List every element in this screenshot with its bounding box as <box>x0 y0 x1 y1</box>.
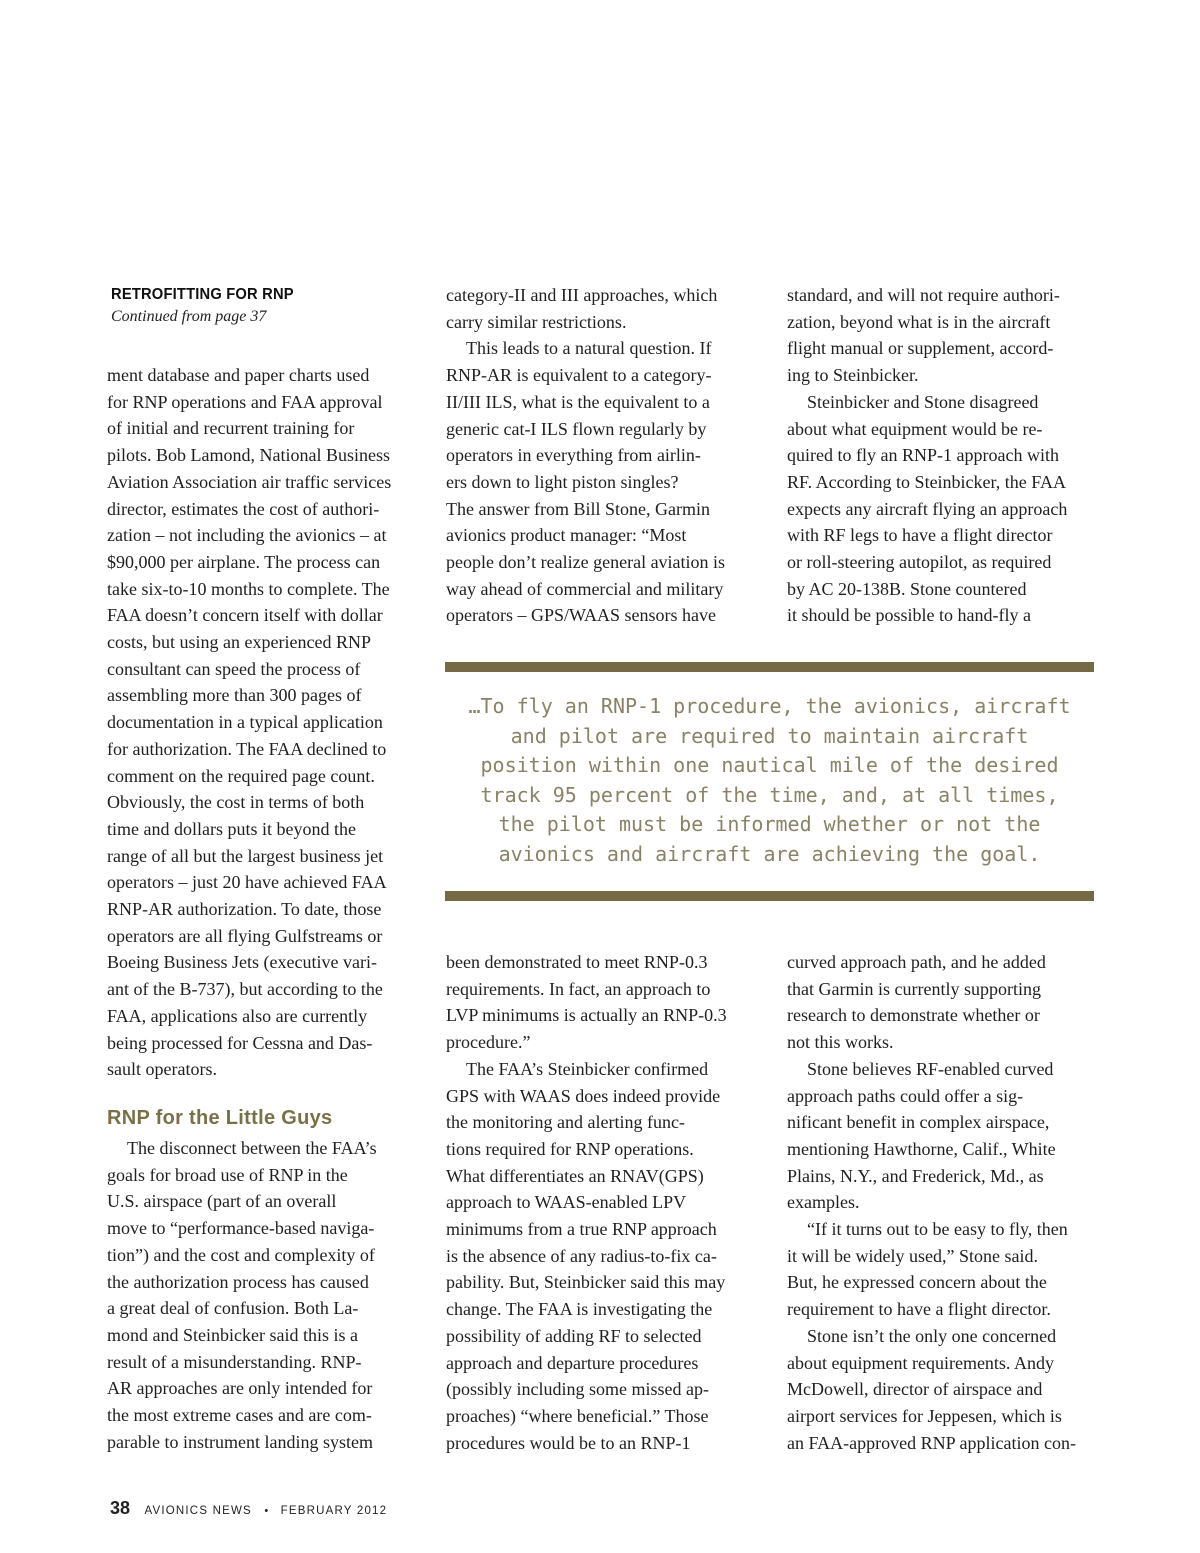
text-line: requirements. In fact, an approach to <box>446 978 711 999</box>
text-line: been demonstrated to meet RNP-0.3 <box>446 952 708 972</box>
text-line: approach and departure procedures <box>446 1352 699 1373</box>
text-line: for RNP operations and FAA approval <box>107 391 383 412</box>
text-line: $90,000 per airplane. The process can <box>107 551 381 572</box>
text-line: director, estimates the cost of authori- <box>107 498 380 519</box>
text-line: But, he expressed concern about the <box>787 1272 1047 1293</box>
text-line: RNP-AR authorization. To date, those <box>107 899 382 920</box>
section-kicker: RETROFITTING FOR RNP <box>111 286 294 303</box>
text-line: a great deal of confusion. Both La- <box>107 1298 359 1319</box>
text-line: GPS with WAAS does indeed provide <box>446 1085 721 1106</box>
issue-date: FEBRUARY 2012 <box>280 1505 388 1517</box>
text-line: is the absence of any radius-to-fix ca- <box>446 1245 717 1266</box>
text-line: it will be widely used,” Stone said. <box>787 1245 1038 1266</box>
text-line: for authorization. The FAA declined to <box>107 738 387 759</box>
text-line: procedures would be to an RNP-1 <box>446 1432 691 1453</box>
text-line: McDowell, director of airspace and <box>787 1379 1043 1400</box>
text-line: documentation in a typical application <box>107 712 383 733</box>
text-line: (possibly including some missed ap- <box>446 1379 709 1400</box>
text-line: RF. According to Steinbicker, the FAA <box>787 471 1066 492</box>
text-line: flight manual or supplement, accord- <box>787 338 1054 359</box>
column-1-bottom <box>107 1135 377 1455</box>
text-line: by AC 20-138B. Stone countered <box>787 578 1027 599</box>
text-line: about what equipment would be re- <box>787 418 1043 439</box>
text-line: change. The FAA is investigating the <box>446 1299 713 1320</box>
text-line: U.S. airspace (part of an overall <box>107 1191 337 1212</box>
text-line: Aviation Association air traffic services <box>107 471 392 492</box>
continued-from-note: Continued from page 37 <box>111 308 267 325</box>
text-line: result of a misunderstanding. RNP- <box>107 1351 362 1372</box>
text-line: about equipment requirements. Andy <box>787 1352 1054 1373</box>
text-line: Stone believes RF-enabled curved <box>807 1058 1054 1079</box>
text-line: costs, but using an experienced RNP <box>107 632 371 653</box>
text-line: LVP minimums is actually an RNP-0.3 <box>446 1005 727 1026</box>
column-1-top <box>107 362 391 1083</box>
text-line: comment on the required page count. <box>107 765 375 786</box>
pullquote-bottom-rule <box>445 891 1094 901</box>
publication-name: AVIONICS NEWS <box>144 1505 252 1517</box>
text-line: Obviously, the cost in terms of both <box>107 792 365 813</box>
text-line: with RF legs to have a flight director <box>787 525 1053 546</box>
text-line: zation, beyond what is in the aircraft <box>787 311 1051 332</box>
text-line: proaches) “where beneficial.” Those <box>446 1405 709 1426</box>
text-line: examples. <box>787 1192 860 1213</box>
text-line: RNP-AR is equivalent to a category- <box>446 365 712 386</box>
text-line: approach paths could offer a sig- <box>787 1085 1024 1106</box>
text-line: standard, and will not require authori- <box>787 285 1060 305</box>
text-line: operators – just 20 have achieved FAA <box>107 872 387 893</box>
page-footer <box>110 1498 387 1519</box>
text-line: ing to Steinbicker. <box>787 365 919 386</box>
text-line: The disconnect between the FAA’s <box>127 1138 377 1158</box>
text-line: procedure.” <box>446 1032 531 1053</box>
text-line: pability. But, Steinbicker said this may <box>446 1272 726 1293</box>
text-line: Boeing Business Jets (executive vari- <box>107 952 377 973</box>
text-line: not this works. <box>787 1032 894 1053</box>
pullquote-line: …To fly an RNP-1 procedure, the avionics, aircraft <box>468 694 1071 718</box>
text-line: minimums from a true RNP approach <box>446 1219 717 1240</box>
column-2-top <box>446 282 725 629</box>
text-line: Stone isn’t the only one concerned <box>807 1325 1057 1346</box>
text-line: tion”) and the cost and complexity of <box>107 1244 375 1265</box>
pullquote <box>445 692 1094 869</box>
bullet-separator: • <box>264 1505 269 1517</box>
pullquote-line: position within one nautical mile of the desired <box>480 753 1059 777</box>
text-line: assembling more than 300 pages of <box>107 685 362 706</box>
text-line: that Garmin is currently supporting <box>787 978 1041 999</box>
text-line: the monitoring and alerting func- <box>446 1112 685 1133</box>
text-line: operators – GPS/WAAS sensors have <box>446 605 716 626</box>
text-line: tions required for RNP operations. <box>446 1138 694 1159</box>
text-line: sault operators. <box>107 1059 217 1080</box>
text-line: goals for broad use of RNP in the <box>107 1164 348 1185</box>
text-line: consultant can speed the process of <box>107 658 361 679</box>
text-line: expects any aircraft flying an approach <box>787 498 1068 519</box>
text-line: operators are all flying Gulfstreams or <box>107 925 383 946</box>
pullquote-line: the pilot must be informed whether or not the <box>498 812 1041 836</box>
text-line: FAA, applications also are currently <box>107 1005 368 1026</box>
text-line: move to “performance-based naviga- <box>107 1218 375 1239</box>
text-line: FAA doesn’t concern itself with dollar <box>107 605 383 626</box>
text-line: possibility of adding RF to selected <box>446 1325 702 1346</box>
text-line: curved approach path, and he added <box>787 952 1046 972</box>
text-line: zation – not including the avionics – at <box>107 525 387 546</box>
column-2-bottom <box>446 949 727 1456</box>
text-line: range of all but the largest business jet <box>107 845 384 866</box>
text-line: ers down to light piston singles? <box>446 471 679 492</box>
text-line: airport services for Jeppesen, which is <box>787 1405 1062 1426</box>
text-line: the authorization process has caused <box>107 1271 369 1292</box>
text-line: research to demonstrate whether or <box>787 1005 1040 1026</box>
text-line: way ahead of commercial and military <box>446 578 724 599</box>
column-3-top <box>787 282 1067 629</box>
text-line: nificant benefit in complex airspace, <box>787 1112 1050 1133</box>
text-line: mentioning Hawthorne, Calif., White <box>787 1138 1056 1159</box>
text-line: Plains, N.Y., and Frederick, Md., as <box>787 1165 1044 1186</box>
page-number: 38 <box>110 1498 131 1518</box>
text-line: an FAA-approved RNP application con- <box>787 1432 1076 1453</box>
text-line: people don’t realize general aviation is <box>446 552 726 573</box>
text-line: II/III ILS, what is the equivalent to a <box>446 391 710 412</box>
text-line: category-II and III approaches, which <box>446 285 718 305</box>
text-line: time and dollars puts it beyond the <box>107 818 356 839</box>
text-line: AR approaches are only intended for <box>107 1378 373 1399</box>
text-line: This leads to a natural question. If <box>466 338 712 359</box>
text-line: approach to WAAS-enabled LPV <box>446 1192 687 1213</box>
pullquote-line: track 95 percent of the time, and, at all times, <box>480 782 1059 807</box>
text-line: carry similar restrictions. <box>446 311 627 332</box>
text-line: generic cat-I ILS flown regularly by <box>446 418 707 439</box>
text-line: operators in everything from airlin- <box>446 445 701 466</box>
column-3-bottom <box>787 949 1076 1456</box>
text-line: ment database and paper charts used <box>107 365 370 385</box>
text-line: requirement to have a flight director. <box>787 1299 1051 1320</box>
text-line: take six-to-10 months to complete. The <box>107 578 390 599</box>
pullquote-line: and pilot are required to maintain aircraft <box>510 723 1029 748</box>
text-line: avionics product manager: “Most <box>446 525 687 546</box>
text-line: The FAA’s Steinbicker confirmed <box>466 1058 709 1079</box>
pullquote-top-rule <box>445 662 1094 672</box>
text-line: or roll-steering autopilot, as required <box>787 552 1052 573</box>
text-line: being processed for Cessna and Das- <box>107 1032 373 1053</box>
text-line: parable to instrument landing system <box>107 1431 373 1452</box>
text-line: “If it turns out to be easy to fly, then <box>807 1219 1068 1240</box>
text-line: The answer from Bill Stone, Garmin <box>446 498 710 519</box>
subhead: RNP for the Little Guys <box>107 1107 333 1129</box>
text-line: pilots. Bob Lamond, National Business <box>107 445 390 466</box>
text-line: ant of the B-737), but according to the <box>107 979 383 1000</box>
text-line: the most extreme cases and are com- <box>107 1405 372 1426</box>
text-line: of initial and recurrent training for <box>107 418 355 439</box>
text-line: quired to fly an RNP-1 approach with <box>787 445 1059 466</box>
text-line: it should be possible to hand-fly a <box>787 605 1031 626</box>
text-line: Steinbicker and Stone disagreed <box>807 391 1039 412</box>
text-line: mond and Steinbicker said this is a <box>107 1324 358 1345</box>
pullquote-line: avionics and aircraft are achieving the goal. <box>498 841 1041 866</box>
text-line: What differentiates an RNAV(GPS) <box>446 1165 704 1186</box>
